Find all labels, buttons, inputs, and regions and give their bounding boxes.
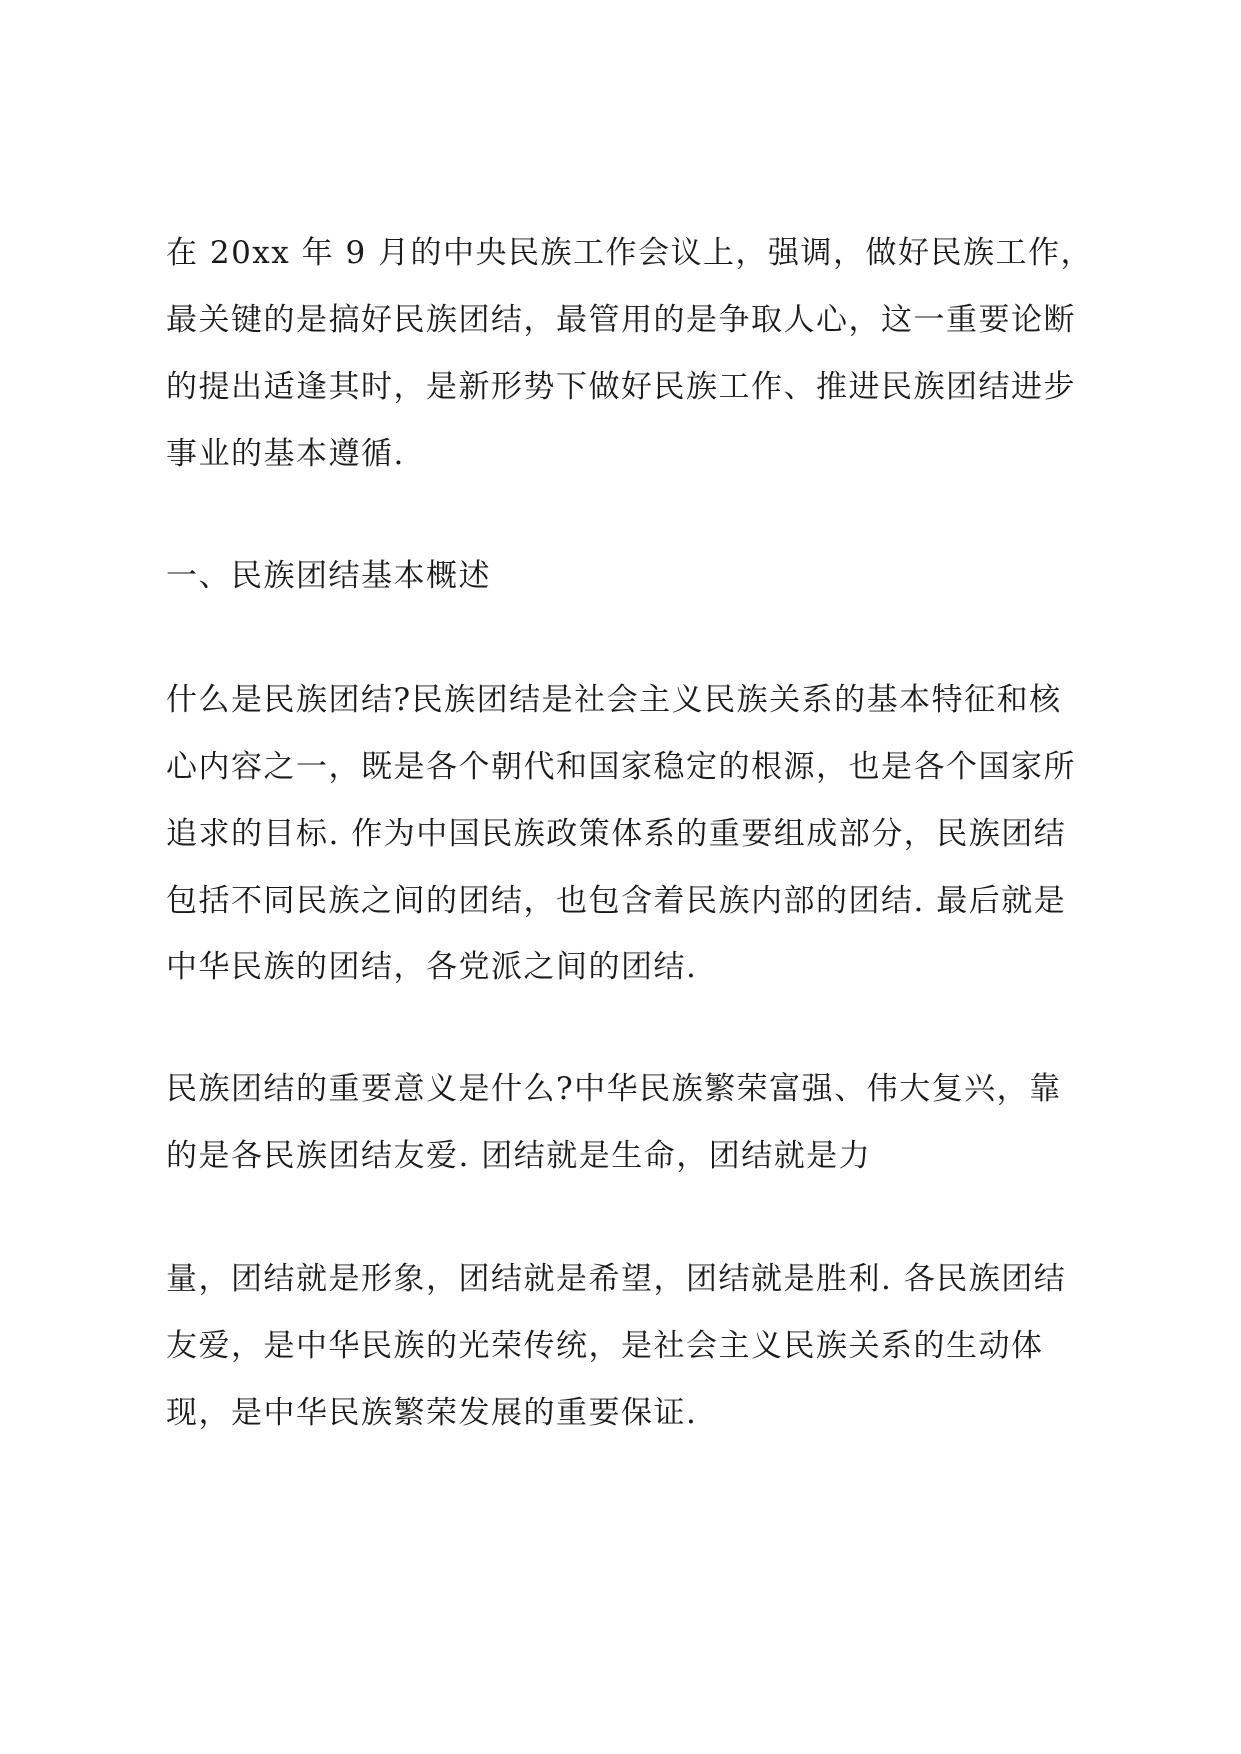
paragraph-line: 追求的目标. 作为中国民族政策体系的重要组成部分，民族团结 — [166, 816, 1067, 852]
paragraph-line: 的提出适逢其时，是新形势下做好民族工作、推进民族团结进步 — [166, 369, 1076, 405]
section-heading: 一、民族团结基本概述 — [166, 558, 491, 594]
paragraph-line: 包括不同民族之间的团结，也包含着民族内部的团结. 最后就是 — [166, 883, 1067, 919]
paragraph-line: 在 20xx 年 9 月的中央民族工作会议上，强调，做好民族工作， — [166, 235, 1094, 271]
paragraph-line: 量，团结就是形象，团结就是希望，团结就是胜利. 各民族团结 — [166, 1261, 1067, 1297]
paragraph-line: 友爱，是中华民族的光荣传统，是社会主义民族关系的生动体 — [166, 1328, 1044, 1364]
paragraph-line: 现，是中华民族繁荣发展的重要保证. — [166, 1395, 698, 1431]
paragraph-line: 事业的基本遵循. — [166, 436, 405, 472]
paragraph-line: 什么是民族团结?民族团结是社会主义民族关系的基本特征和核 — [166, 682, 1062, 718]
paragraph-line: 的是各民族团结友爱. 团结就是生命，团结就是力 — [166, 1138, 872, 1174]
paragraph-line: 民族团结的重要意义是什么?中华民族繁荣富强、伟大复兴，靠 — [166, 1071, 1062, 1107]
paragraph-line: 中华民族的团结，各党派之间的团结. — [166, 949, 698, 985]
paragraph-line: 最关键的是搞好民族团结，最管用的是争取人心，这一重要论断 — [166, 302, 1076, 338]
paragraph-line: 心内容之一，既是各个朝代和国家稳定的根源，也是各个国家所 — [166, 749, 1076, 785]
